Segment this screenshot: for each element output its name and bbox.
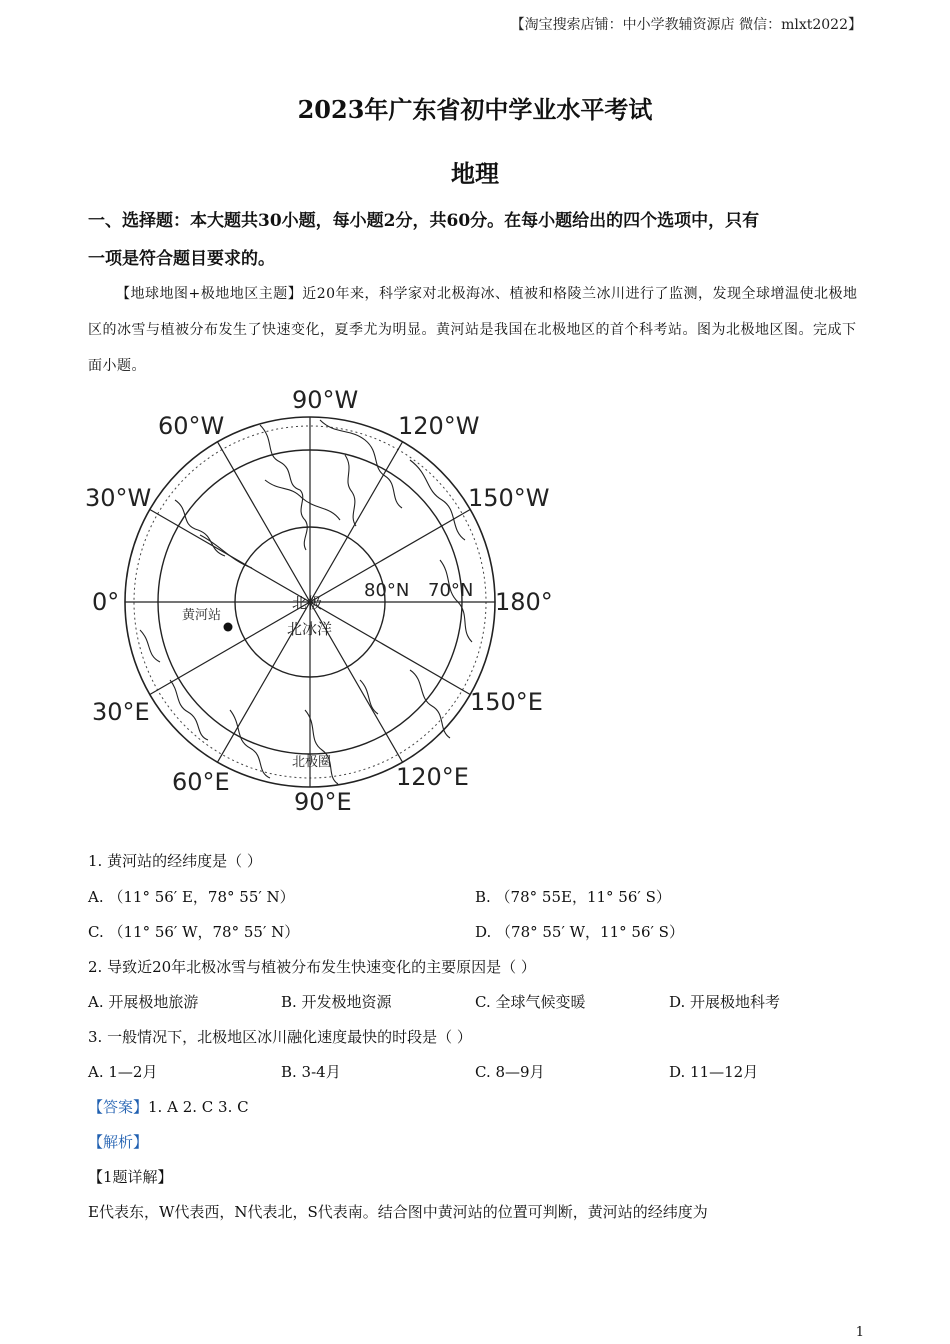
label-180: 180° (495, 588, 553, 616)
label-30e: 30°E (92, 698, 150, 726)
label-70n: 70°N (428, 580, 474, 601)
header-note: 【淘宝搜索店铺：中小学教辅资源店 微信：mlxt2022】 (510, 17, 862, 33)
q3-option-c: C. 8—9月 (475, 1063, 545, 1081)
q2-option-c: C. 全球气候变暖 (475, 993, 586, 1011)
q2-option-b: B. 开发极地资源 (281, 993, 392, 1011)
q3-option-d: D. 11—12月 (669, 1063, 759, 1081)
label-30w: 30°W (85, 484, 152, 512)
q1-stem: 1. 黄河站的经纬度是（ ） (88, 852, 262, 870)
section-heading-line2: 一项是符合题目要求的。 (88, 249, 275, 269)
page-number: 1 (855, 1325, 864, 1340)
q1-option-b: B. （78° 55E，11° 56′ S） (475, 888, 671, 906)
q1-option-a: A. （11° 56′ E，78° 55′ N） (88, 888, 295, 906)
q3-option-a: A. 1—2月 (88, 1063, 158, 1081)
label-150e: 150°E (470, 688, 543, 716)
answer-line (88, 1096, 249, 1117)
label-0: 0° (92, 588, 120, 616)
q3-option-b: B. 3-4月 (281, 1063, 341, 1081)
q2-option-a: A. 开展极地旅游 (88, 993, 199, 1011)
label-80n: 80°N (364, 580, 410, 601)
subject-title: 地理 (451, 159, 499, 188)
q3-stem: 3. 一般情况下，北极地区冰川融化速度最快的时段是（ ） (88, 1028, 472, 1046)
label-90e: 90°E (294, 788, 352, 816)
intro-paragraph: 【地球地图+极地地区主题】近20年来，科学家对北极海冰、植被和格陵兰冰川进行了监测，发现全球增温使北极地区的冰雪与植被分布发生了快速变化，夏季尤为明显。黄河站是我国在北极地区的首个科考站。图为北极地区图。完成下面小题。 (88, 286, 858, 374)
label-120e: 120°E (396, 763, 469, 791)
q1-option-c: C. （11° 56′ W，78° 55′ N） (88, 923, 300, 941)
answer-text: 1. A 2. C 3. C (148, 1098, 249, 1116)
label-station: 黄河站 (182, 608, 222, 623)
section-heading-line1: 一、选择题：本大题共30小题，每小题2分，共60分。在每小题给出的四个选项中，只有 (88, 211, 760, 231)
answer-label: 【答案】 (88, 1098, 149, 1116)
detail-label: 【1题详解】 (88, 1168, 173, 1186)
label-60w: 60°W (158, 412, 225, 440)
label-60e: 60°E (172, 768, 230, 796)
label-150w: 150°W (468, 484, 550, 512)
q1-option-d: D. （78° 55′ W，11° 56′ S） (475, 923, 684, 941)
analysis-label: 【解析】 (88, 1133, 149, 1151)
label-north-pole: 北极 (292, 594, 323, 612)
label-120w: 120°W (398, 412, 480, 440)
section-heading (88, 202, 863, 278)
label-arctic-circle: 北极圈 (292, 755, 332, 770)
station-marker (224, 623, 233, 632)
q2-stem: 2. 导致近20年北极冰雪与植被分布发生快速变化的主要原因是（ ） (88, 958, 536, 976)
label-90w: 90°W (292, 386, 359, 414)
label-arctic-ocean: 北冰洋 (287, 620, 333, 638)
detail-text: E代表东，W代表西，N代表北，S代表南。结合图中黄河站的位置可判断，黄河站的经纬度为 (88, 1203, 708, 1221)
arctic-map (80, 380, 560, 820)
q2-option-d: D. 开展极地科考 (669, 993, 781, 1011)
page-title: 2023年广东省初中学业水平考试 (297, 95, 653, 124)
